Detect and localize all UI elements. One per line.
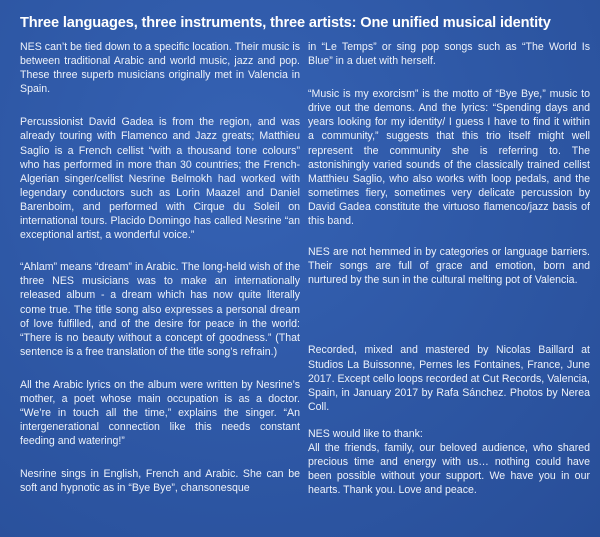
paragraph-lyrics: All the Arabic lyrics on the album were written by Nesrine’s mother, a poet whose main occupation is as a doctor. “We’re in touch all the time,” explains the singer. “An intergenerational connection like this needs constant feeding and watering!”	[20, 378, 300, 448]
page-heading: Three languages, three instruments, three artists: One unified musical identity	[20, 15, 551, 31]
paragraph-thanks	[308, 427, 590, 497]
paragraph-songs: in “Le Temps” or sing pop songs such as “The World Is Blue” in a duet with herself.	[308, 41, 590, 68]
paragraph-ahlam: “Ahlam” means “dream” in Arabic. The long-held wish of the three NES musicians was to make an internationally released album - a dream which has now quite literally come true. The title song also expresses a personal dream of love fulfilled, and of the desire for peace in the world: “There is no beauty without a concept of goodness.” (That sentence is a free translation of the title song’s refrain.)	[20, 261, 300, 358]
right-column	[308, 40, 590, 497]
paragraph-origins: NES can’t be tied down to a specific location. Their music is between traditional Arabic and world music, jazz and pop. These three superb musicians originally met in Valencia in Spain.	[20, 41, 300, 96]
paragraph-languages: Nesrine sings in English, French and Arabic. She can be soft and hypnotic as in “Bye Bye”, chansonesque	[20, 468, 300, 495]
thanks-label: NES would like to thank:	[308, 427, 423, 440]
left-column	[20, 40, 300, 496]
paragraph-credits: Recorded, mixed and mastered by Nicolas Baillard at Studios La Buissonne, Pernes les Fontaines, France, June 2017. Except cello loops recorded at Cut Records, Valencia, Spain, in January 2017 by Rafa Sánchez. Photos by Nerea Coll.	[308, 344, 590, 413]
paragraph-barriers: NES are not hemmed in by categories or language barriers. Their songs are full of grace and emotion, born and nurtured by the sun in the cultural melting pot of Valencia.	[308, 246, 590, 287]
paragraph-musicians: Percussionist David Gadea is from the region, and was already touring with Flamenco and Jazz greats; Matthieu Saglio is a French cellist “with a thousand tone colours” who has performed in more than 30 countries; the French-Algerian singer/cellist Nesrine Belmokh had worked with legendary conductors such as Lorin Maazel and Daniel Barenboim, and performed with Cirque du Soleil on international tours. Placido Domingo has called Nesrine “an exceptional artist, a wonderful voice.”	[20, 116, 300, 242]
thanks-text: All the friends, family, our beloved audience, who shared precious time and energy with us… nothing could have been possible without your support. We have you in our hearts. Thank you. Love and peace.	[308, 441, 590, 497]
paragraph-exorcism: “Music is my exorcism” is the motto of “Bye Bye,” music to drive out the demons. And the lyrics: “Spending days and years looking for my identity/ I guess I have to find it within a community,” suggests that this trio itself might well represent the community she is referring to. The astonishingly varied sounds of the classically trained cellist Matthieu Saglio, who also works with loop pedals, and the sometimes fiery, sometimes very delicate percussion by David Gadea constitute the virtuoso flamenco/jazz basis of this band.	[308, 88, 590, 228]
